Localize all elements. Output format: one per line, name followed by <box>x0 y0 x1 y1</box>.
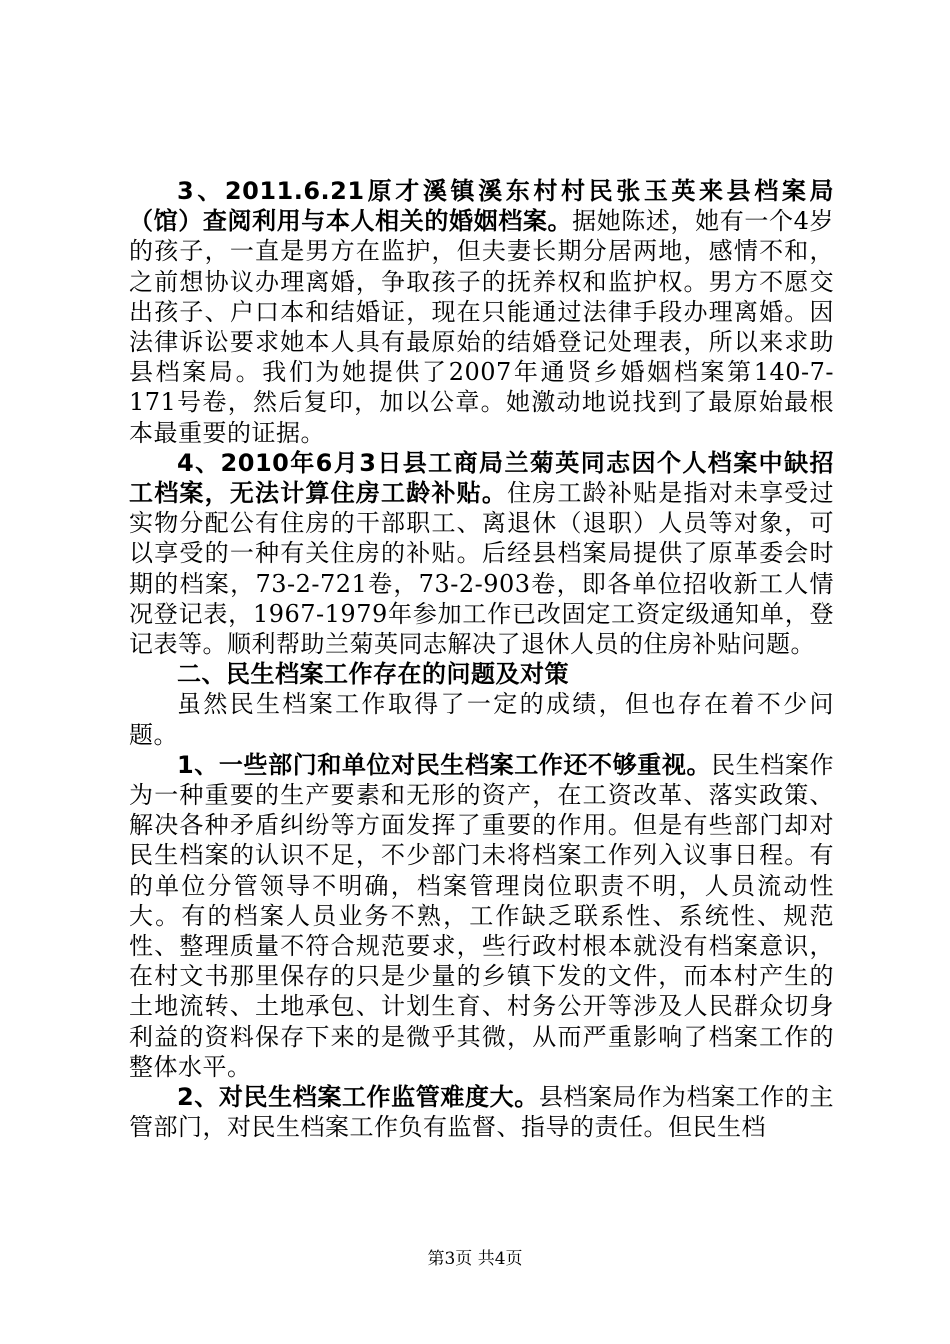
section-heading-text: 二、民生档案工作存在的问题及对策 <box>177 660 569 689</box>
paragraph-text: 住房工龄补贴是指对未享受过实物分配公有住房的干部职工、离退休（退职）人员等对象，可以享受的一种有关住房的补贴。后经县档案局提供了原革委会时期的档案，73-2-721卷，73-2-903卷，即各单位招收新工人情况登记表，1967-1979年参加工作已改固定工资定级通知单，登记表等。顺利帮助兰菊英同志解决了退休人员的住房补贴问题。 <box>129 479 835 659</box>
paragraph-text: 虽然民生档案工作取得了一定的成绩，但也存在着不少问题。 <box>129 690 834 749</box>
paragraph-lead: 4、2010年6月3日县工商局兰菊英同志因个人档案中缺招工档案，无法计算住房工龄补贴。 <box>129 448 834 508</box>
paragraph-text: 县档案局作为档案工作的主管部门，对民生档案工作负有监督、指导的责任。但民生档 <box>129 1083 834 1142</box>
paragraph-problem-1 <box>129 750 834 1082</box>
paragraph-text: 民生档案作为一种重要的生产要素和无形的资产，在工资改革、落实政策、解决各种矛盾纠纷等方面发挥了重要的作用。但是有些部门却对民生档案的认识不足，不少部门未将档案工作列入议事日程。有的单位分管领导不明确，档案管理岗位职责不明，人员流动性大。有的档案人员业务不熟，工作缺乏联系性、系统性、规范性、整理质量不符合规范要求，些行政村根本就没有档案意识，在村文书那里保存的只是少量的乡镇下发的文件，而本村产生的土地流转、土地承包、计划生育、村务公开等涉及人民群众切身利益的资料保存下来的是微乎其微，从而严重影响了档案工作的整体水平。 <box>129 750 835 1081</box>
page-number-label: 第3页 共4页 <box>427 1249 523 1269</box>
page-footer <box>0 1244 950 1269</box>
paragraph-case-3 <box>129 176 834 448</box>
paragraph-lead: 2、对民生档案工作监管难度大。 <box>177 1083 539 1112</box>
paragraph-intro <box>129 689 834 749</box>
paragraph-lead: 3、2011.6.21原才溪镇溪东村村民张玉英来县档案局（馆）查阅利用与本人相关的婚姻档案。 <box>129 177 834 236</box>
paragraph-case-4 <box>129 448 834 659</box>
document-body <box>129 176 834 1143</box>
paragraph-problem-2 <box>129 1082 834 1142</box>
section-heading <box>129 659 834 689</box>
paragraph-lead: 1、一些部门和单位对民生档案工作还不够重视。 <box>177 750 712 779</box>
paragraph-text: 据她陈述，她有一个4岁的孩子，一直是男方在监护，但夫妻长期分居两地，感情不和，之前想协议办理离婚，争取孩子的抚养权和监护权。男方不愿交出孩子、户口本和结婚证，现在只能通过法律手段办理离婚。因法律诉讼要求她本人具有最原始的结婚登记处理表，所以来求助县档案局。我们为她提供了2007年通贤乡婚姻档案第140-7-171号卷，然后复印，加以公章。她激动地说找到了最原始最根本最重要的证据。 <box>129 207 834 447</box>
